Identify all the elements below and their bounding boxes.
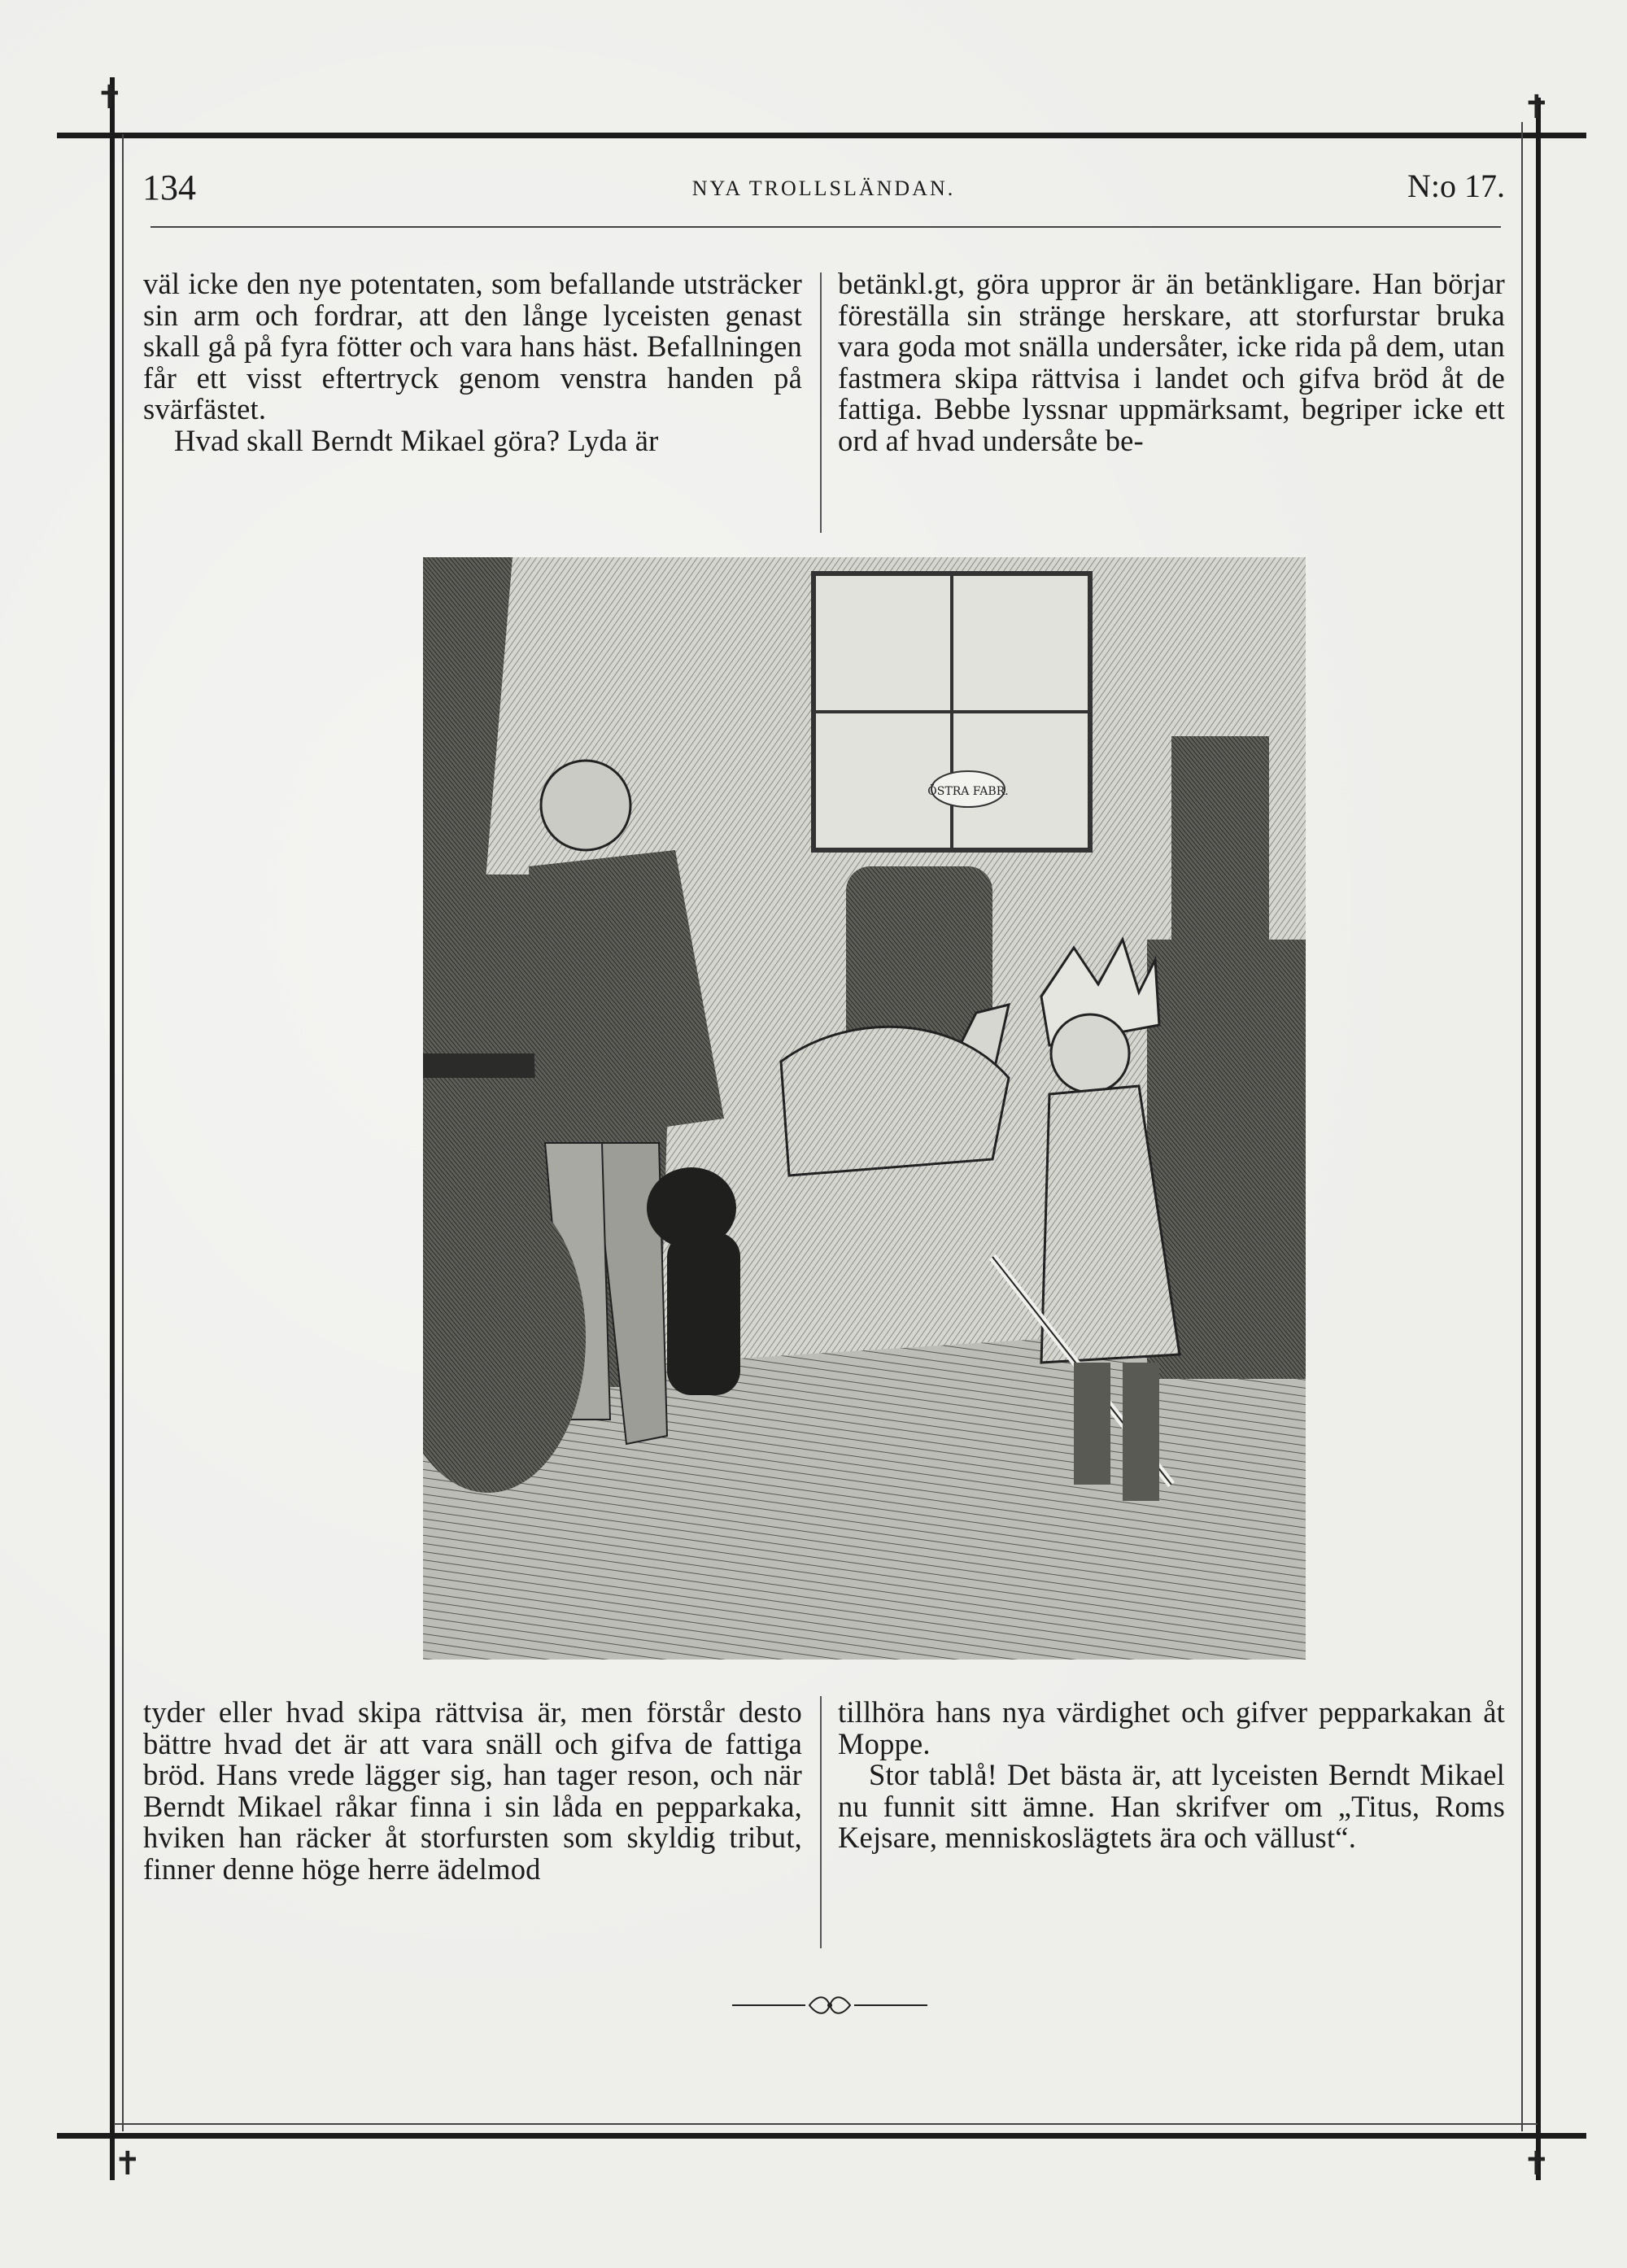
column-divider	[820, 273, 822, 533]
journal-title: NYA TROLLSLÄNDAN.	[691, 177, 956, 200]
frame-right-inner-rule	[1521, 122, 1523, 2131]
engraving-drawing	[423, 557, 1306, 1660]
frame-left-inner-rule	[122, 134, 124, 2131]
paragraph: Hvad skall Berndt Mikael göra? Lyda är	[174, 423, 659, 457]
paragraph: tillhöra hans nya värdighet och gifver pepparkakan åt Moppe.	[838, 1695, 1505, 1760]
corner-cross-icon: ✝	[96, 79, 124, 116]
stamp-text: ÖSTRA FABR.	[927, 785, 1009, 798]
page-number: 134	[142, 168, 196, 207]
frame-top-rule	[57, 133, 1586, 138]
running-head	[142, 167, 1505, 216]
engraving-illustration	[423, 557, 1306, 1660]
frame-right-rule	[1536, 98, 1541, 2180]
corner-cross-icon: ✝	[114, 2145, 142, 2183]
corner-cross-icon: ✝	[1523, 2145, 1551, 2183]
corner-cross-icon: ✝	[1523, 89, 1551, 126]
column-divider	[820, 1696, 822, 1948]
text-column-top-right	[838, 268, 1505, 456]
paragraph: betänkl.gt, göra uppror är än betänkligare. Han börjar föreställa sin stränge herskare, att storfurstar bruka vara goda mot snälla undersåter, icke rida på dem, utan fastmera skipa rättvisa i landet och gifva bröd åt de fattiga. Bebbe lyssnar uppmärksamt, begriper icke ett ord af hvad undersåte be-	[838, 267, 1505, 457]
paragraph: tyder eller hvad skipa rättvisa är, men förstår desto bättre hvad det är att vara snäll och gifva de fattiga bröd. Hans vrede lägger sig, han tager reson, och när Berndt Mikael råkar finna i sin låda en pepparkaka, hviken han räcker åt storfursten som skyldig tribut, finner denne höge herre ädelmod	[143, 1695, 802, 1886]
issue-number: N:o 17.	[1407, 168, 1505, 204]
text-column-bottom-left	[143, 1697, 802, 1885]
text-column-bottom-right	[838, 1697, 1505, 1854]
frame-bottom-rule	[57, 2133, 1586, 2139]
frame-left-rule	[110, 77, 115, 2180]
paragraph: väl icke den nye potentaten, som befallande utsträcker sin arm och fordrar, att den långe lyceisten genast skall gå på fyra fötter och vara hans häst. Befallningen får ett visst eftertryck genom venstra handen på svärfästet.	[143, 267, 802, 425]
paragraph: Stor tablå! Det bästa är, att lyceisten Berndt Mikael nu funnit sitt ämne. Han skrifver om „Titus, Roms Kejsare, menniskoslägtets ära och vällust“.	[838, 1758, 1505, 1854]
section-ornament-icon	[732, 1993, 927, 2017]
frame-bottom-inner-rule	[114, 2123, 1538, 2125]
header-rule	[150, 226, 1501, 228]
text-column-top-left	[143, 268, 802, 456]
